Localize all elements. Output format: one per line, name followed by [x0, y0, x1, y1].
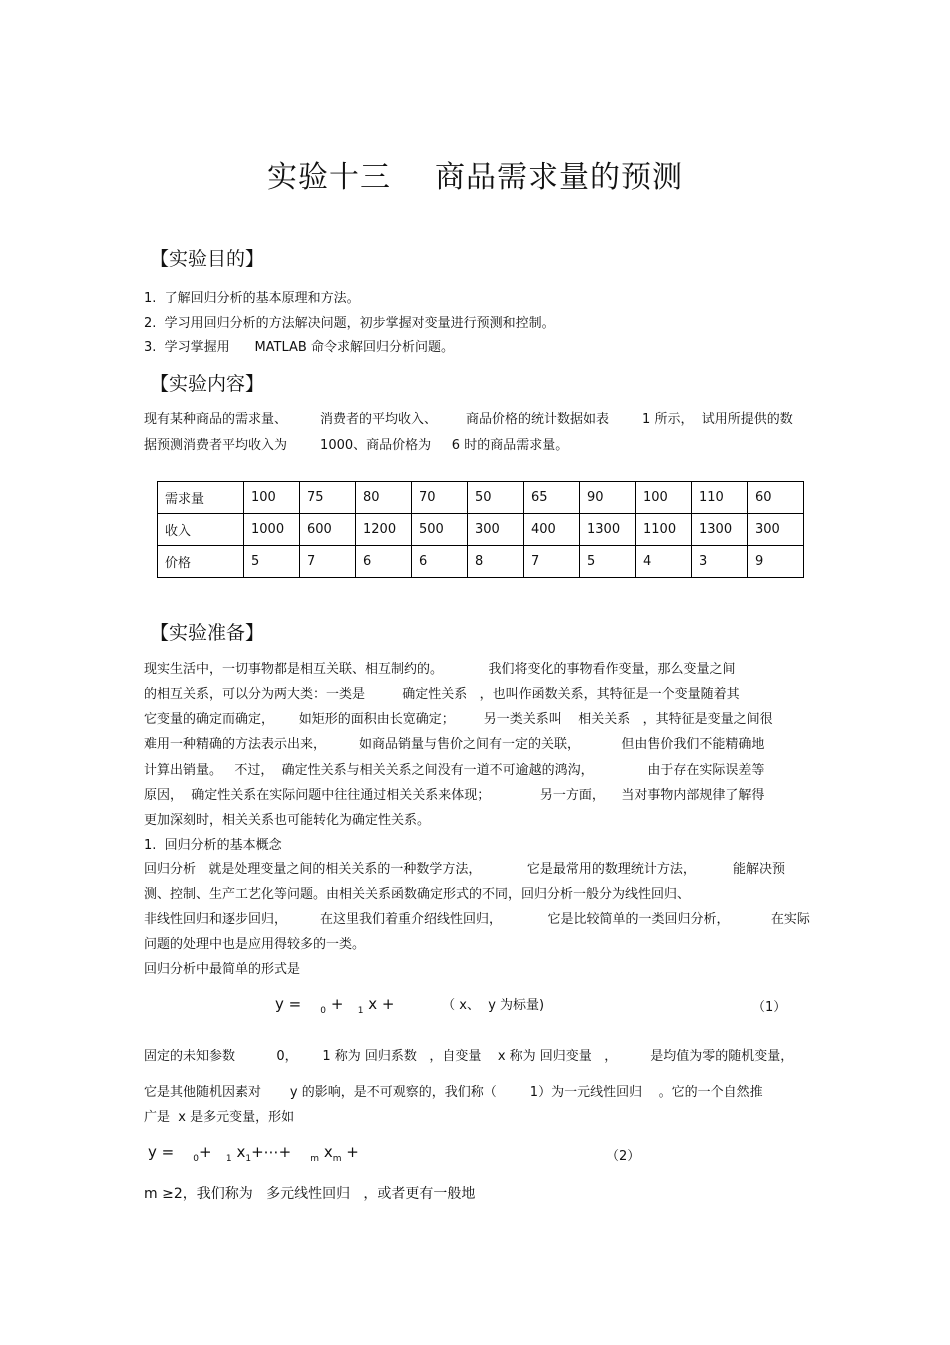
row-label: 需求量	[158, 482, 244, 514]
table-cell: 400	[524, 514, 580, 546]
formula-1-x: x +	[368, 995, 395, 1013]
formula-2-plus: +	[199, 1143, 212, 1161]
after-line: 固定的未知参数 0， 1 称为 回归系数 ，自变量 x 称为 回归变量 ， 是均值为零的随机变量，	[144, 1049, 794, 1064]
x1-subscript: 1	[245, 1154, 252, 1164]
formula-2-x1: x	[236, 1143, 246, 1161]
table-cell: 5	[580, 546, 636, 578]
purpose-item: 3. 学习掌握用 MATLAB 命令求解回归分析问题。	[144, 340, 454, 355]
beta0-subscript: 0	[193, 1154, 200, 1164]
prep-line: 测、控制、生产工艺化等问题。由相关关系函数确定形式的不同，回归分析一般分为线性回归、	[144, 887, 691, 902]
betam-subscript: m	[310, 1154, 320, 1164]
table-cell: 75	[300, 482, 356, 514]
table-cell: 9	[748, 546, 804, 578]
table-row	[158, 514, 804, 546]
prep-line: 更加深刻时，相关关系也可能转化为确定性关系。	[144, 813, 431, 828]
table-cell: 1200	[356, 514, 412, 546]
row-label: 价格	[158, 546, 244, 578]
formula-1-y: y =	[275, 995, 302, 1013]
table-cell: 300	[748, 514, 804, 546]
table-cell: 1100	[636, 514, 692, 546]
prep-line: 计算出销量。 不过， 确定性关系与相关关系之间没有一道不可逾越的鸿沟， 由于存在实际误差等	[144, 763, 765, 778]
table-cell: 4	[636, 546, 692, 578]
formula-2-xm: x	[323, 1143, 333, 1161]
table-row	[158, 546, 804, 578]
prep-line: 现实生活中，一切事物都是相互关联、相互制约的。 我们将变化的事物看作变量，那么变量之间	[144, 662, 736, 677]
formula-2-y: y =	[148, 1143, 175, 1161]
table-cell: 90	[580, 482, 636, 514]
table-cell: 500	[412, 514, 468, 546]
prep-line: 原因， 确定性关系在实际问题中往往通过相关关系来体现； 另一方面， 当对事物内部规律了解得	[144, 788, 765, 803]
equation-number-1: （1）	[752, 1000, 787, 1015]
formula-2-tail: +	[346, 1143, 359, 1161]
beta0-subscript: 0	[320, 1006, 327, 1016]
table-cell: 100	[244, 482, 300, 514]
title-part1: 实验十三	[267, 160, 391, 195]
page-title	[0, 152, 950, 196]
table-cell: 8	[468, 546, 524, 578]
table-cell: 6	[356, 546, 412, 578]
table-cell: 7	[524, 546, 580, 578]
table-cell: 1000	[244, 514, 300, 546]
table-cell: 65	[524, 482, 580, 514]
prep-line: 难用一种精确的方法表示出来， 如商品销量与售价之间有一定的关联， 但由售价我们不能精确地	[144, 737, 765, 752]
section-heading-purpose: 【实验目的】	[150, 248, 265, 270]
table-cell: 5	[244, 546, 300, 578]
table-cell: 7	[300, 546, 356, 578]
prep-line: 问题的处理中也是应用得较多的一类。	[144, 937, 366, 952]
content-line: 现有某种商品的需求量、 消费者的平均收入、 商品价格的统计数据如表 1 所示， 试用所提供的数	[144, 412, 793, 427]
prep-line: 它变量的确定而确定， 如矩形的面积由长宽确定； 另一类关系叫 相关关系 ，其特征是变量之间很	[144, 712, 773, 727]
formula-1-note: （ x、 y 为标量)	[442, 998, 545, 1013]
equation-number-2: （2）	[606, 1149, 641, 1164]
table-cell: 3	[692, 546, 748, 578]
table-cell: 300	[468, 514, 524, 546]
table-cell: 100	[636, 482, 692, 514]
table-cell: 600	[300, 514, 356, 546]
table-cell: 6	[412, 546, 468, 578]
prep-line: 回归分析 就是处理变量之间的相关关系的一种数学方法， 它是最常用的数理统计方法， 能解决预	[144, 862, 786, 877]
xm-subscript: m	[332, 1154, 342, 1164]
content-line: 据预测消费者平均收入为 1000、商品价格为 6 时的商品需求量。	[144, 438, 569, 453]
table-cell: 60	[748, 482, 804, 514]
table-cell: 50	[468, 482, 524, 514]
formula-1-plus: +	[330, 995, 344, 1013]
formula-2-dots: +⋯+	[251, 1143, 292, 1161]
section-heading-content: 【实验内容】	[150, 373, 265, 395]
table-row	[158, 482, 804, 514]
formula-1	[275, 994, 545, 1016]
prep-line: 非线性回归和逐步回归， 在这里我们着重介绍线性回归， 它是比较简单的一类回归分析， 在实际	[144, 912, 810, 927]
section-heading-prep: 【实验准备】	[150, 622, 265, 644]
table-cell: 110	[692, 482, 748, 514]
table-cell: 1300	[692, 514, 748, 546]
title-part2: 商品需求量的预测	[435, 160, 683, 195]
data-table	[157, 481, 804, 578]
subheading-regression-concept: 1. 回归分析的基本概念	[144, 838, 282, 853]
prep-line: 回归分析中最简单的形式是	[144, 962, 301, 977]
formula-2	[148, 1143, 359, 1164]
table-cell: 1300	[580, 514, 636, 546]
last-line: m ≥2，我们称为 多元线性回归 ，或者更有一般地	[144, 1186, 476, 1202]
table-cell: 70	[412, 482, 468, 514]
table-cell: 80	[356, 482, 412, 514]
prep-line: 的相互关系，可以分为两大类：一类是 确定性关系 ，也叫作函数关系，其特征是一个变量随着其	[144, 687, 740, 702]
beta1-subscript: 1	[225, 1154, 232, 1164]
purpose-item: 2. 学习用回归分析的方法解决问题，初步掌握对变量进行预测和控制。	[144, 316, 555, 331]
after-line: 它是其他随机因素对 y 的影响，是不可观察的，我们称（ 1）为一元线性回归 。它的一个自然推	[144, 1085, 763, 1100]
after-line: 广是 x 是多元变量，形如	[144, 1110, 295, 1125]
purpose-item: 1. 了解回归分析的基本原理和方法。	[144, 291, 360, 306]
beta1-subscript: 1	[357, 1006, 364, 1016]
row-label: 收入	[158, 514, 244, 546]
